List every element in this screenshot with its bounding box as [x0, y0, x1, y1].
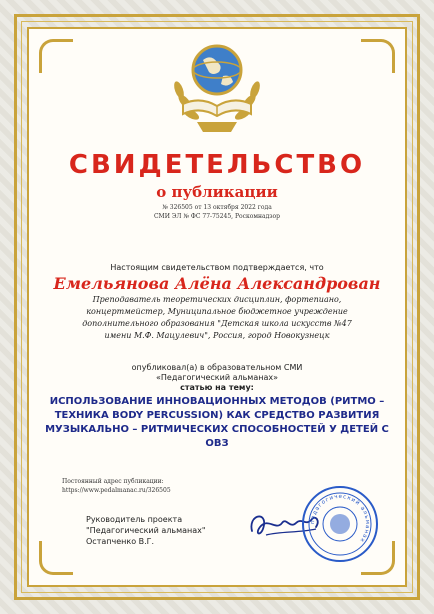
globe-book-emblem-icon — [167, 32, 267, 140]
article-title: ИСПОЛЬЗОВАНИЕ ИННОВАЦИОННЫХ МЕТОДОВ (РИТМО – ТЕХНИКА BODY PERCUSSION) КАК СРЕДСТВО РАЗВИТИЯ МУЗЫКАЛЬНО – РИТМИЧЕСКИХ СПОСОБНОСТЕЙ У ДЕТЕЙ С ОВЗ — [45, 396, 389, 449]
address-label: Постоянный адрес публикации: — [62, 478, 164, 485]
journal-name: «Педагогический альманах» — [155, 373, 278, 382]
article-label: статью на тему: — [180, 383, 254, 392]
head-name: Остапченко В.Г. — [86, 537, 155, 546]
publication-address — [62, 477, 171, 495]
head-title: Руководитель проекта — [86, 515, 183, 524]
stamp-icon — [300, 484, 380, 564]
certificate-subtitle: о публикации — [156, 183, 278, 201]
head-project: "Педагогический альманах" — [86, 526, 206, 535]
certificate-title: СВИДЕТЕЛЬСТВО — [68, 150, 366, 180]
corner-ornament-top-right — [361, 39, 395, 73]
address-url[interactable]: https://www.pedalmanac.ru/326505 — [62, 487, 171, 494]
corner-ornament-bottom-left — [39, 541, 73, 575]
certificate-number: № 326505 от 13 октября 2022 года — [162, 204, 272, 211]
corner-ornament-top-left — [39, 39, 73, 73]
project-head — [86, 514, 206, 547]
media-registration: СМИ ЭЛ № ФС 77-75245, Роскомнадзор — [153, 213, 281, 220]
recipient-name: Емельянова Алёна Александрован — [53, 274, 381, 293]
stamp-text: педагогический альманах — [309, 493, 371, 544]
confirm-text: Настоящим свидетельством подтверждается, что — [110, 263, 324, 272]
published-line: опубликовал(а) в образовательном СМИ — [131, 363, 303, 372]
recipient-description: Преподаватель теоретических дисциплин, фортепиано, концертмейстер, Муниципальное бюджетное учреждение дополнительного образования "Детская школа искусств №47 имени М.Ф. Мацулевич", Россия, город Новокузнецк — [82, 295, 352, 340]
